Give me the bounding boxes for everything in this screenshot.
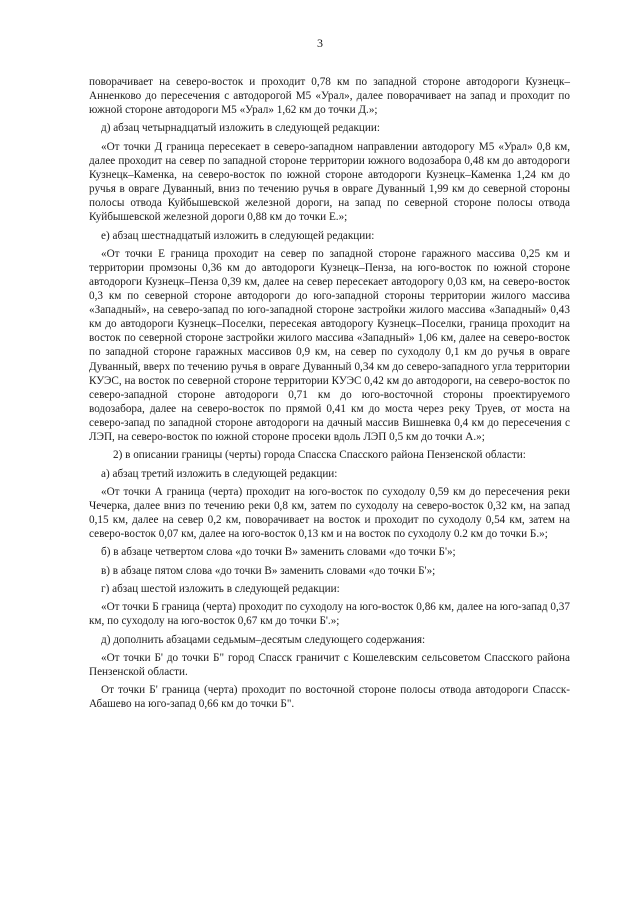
page-number: 3 bbox=[317, 36, 323, 50]
paragraph: д) дополнить абзацами седьмым–десятым следующего содержания: bbox=[101, 633, 426, 646]
paragraph: «От точки Б' до точки Б" город Спасск граничит с Кошелевским сельсоветом Спасского района Пензенской области. bbox=[89, 651, 570, 678]
paragraph: 2) в описании границы (черты) города Спасска Спасского района Пензенской области: bbox=[113, 449, 526, 462]
paragraph: «От точки Д граница пересекает в северо-западном направлении автодорогу М5 «Урал» 0,8 км, далее проходит на север по западной стороне территории южного водозабора 0,48 км до автодороги Кузнецк–Каменка, на северо-восток по южной стороне автодороги Кузнецк–Каменка 1,24 км до ручья в овраге Дуванный, вниз по течению ручья в овраге Дуванный 1,99 км до северной стороны полосы отвода Куйбышевской железной дороги, на запад по северной стороне полосы отвода Куйбышевской железной дороги 0,88 км до точки Е.»; bbox=[89, 140, 570, 224]
paragraph: «От точки Е граница проходит на север по западной стороне гаражного массива 0,25 км и территории промзоны 0,36 км до автодороги Кузнецк–Пенза, на юго-восток по южной стороне автодороги Кузнецк–Пенза 0,39 км, далее на север пересекает автодорогу 0,03 км, на северо-восток 0,3 км по северной стороне автодороги до юго-западной стороны территории жилого массива «Западный», на северо-запад по юго-западной стороне застройки жилого массива «Западный» 0,43 км до автодороги Кузнецк–Поселки, пересекая автодорогу Кузнецк–Поселки, граница проходит на восток по северной стороне застройки жилого массива «Западный» 1,06 км, далее на северо-восток по западной стороне гаражных массивов 0,9 км, на север по суходолу 0,1 км до ручья в овраге Дуванный, вверх по течению ручья в овраге Дуванный 0,34 км до северо-западного угла территории КУЭС, на восток по северной стороне территории КУЭС 0,42 км до автодороги, на северо-восток по северо-западной стороне автодороги 0,71 км до юго-восточной стороны проектируемого водозабора, далее на северо-восток по прямой 0,41 км до моста через реку Труев, от моста на северо-запад по западной стороне автодороги на дачный массив Вишневка 0,4 км до пересечения с ЛЭП, на северо-восток по южной стороне просеки вдоль ЛЭП 0,5 км до точки А.»; bbox=[89, 247, 570, 443]
document-body bbox=[89, 75, 570, 716]
paragraph: «От точки Б граница (черта) проходит по суходолу на юго-восток 0,86 км, далее на юго-запад 0,37 км, по суходолу на юго-восток 0,67 км до точки Б'.»; bbox=[89, 601, 570, 628]
paragraph: «От точки А граница (черта) проходит на юго-восток по суходолу 0,59 км до пересечения реки Чечерка, далее вниз по течению реки 0,8 км, затем по суходолу на северо-восток 0,32 км, на запад 0,15 км, далее на север 0,2 км, поворачивает на восток и проходит по суходолу 0,54 км, затем на северо-восток 0,07 км, далее на юго-восток 0,13 км и на восток по суходолу 0.2 км до точки Б.»; bbox=[89, 485, 570, 541]
paragraph: е) абзац шестнадцатый изложить в следующей редакции: bbox=[101, 229, 375, 242]
paragraph: От точки Б' граница (черта) проходит по восточной стороне полосы отвода автодороги Спасск-Абашево на юго-запад 0,66 км до точки Б". bbox=[89, 684, 570, 711]
paragraph: поворачивает на северо-восток и проходит 0,78 км по западной стороне автодороги Кузнецк–Анненково до пересечения с автодорогой М5 «Урал», далее поворачивает на запад и проходит по южной стороне автодороги М5 «Урал» 1,62 км до точки Д.»; bbox=[89, 76, 570, 117]
paragraph: г) абзац шестой изложить в следующей редакции: bbox=[101, 582, 340, 595]
paragraph: б) в абзаце четвертом слова «до точки В» заменить словами «до точки Б'»; bbox=[101, 546, 456, 559]
paragraph: а) абзац третий изложить в следующей редакции: bbox=[101, 467, 338, 480]
paragraph: д) абзац четырнадцатый изложить в следующей редакции: bbox=[101, 122, 380, 135]
paragraph: в) в абзаце пятом слова «до точки В» заменить словами «до точки Б'»; bbox=[101, 564, 436, 577]
